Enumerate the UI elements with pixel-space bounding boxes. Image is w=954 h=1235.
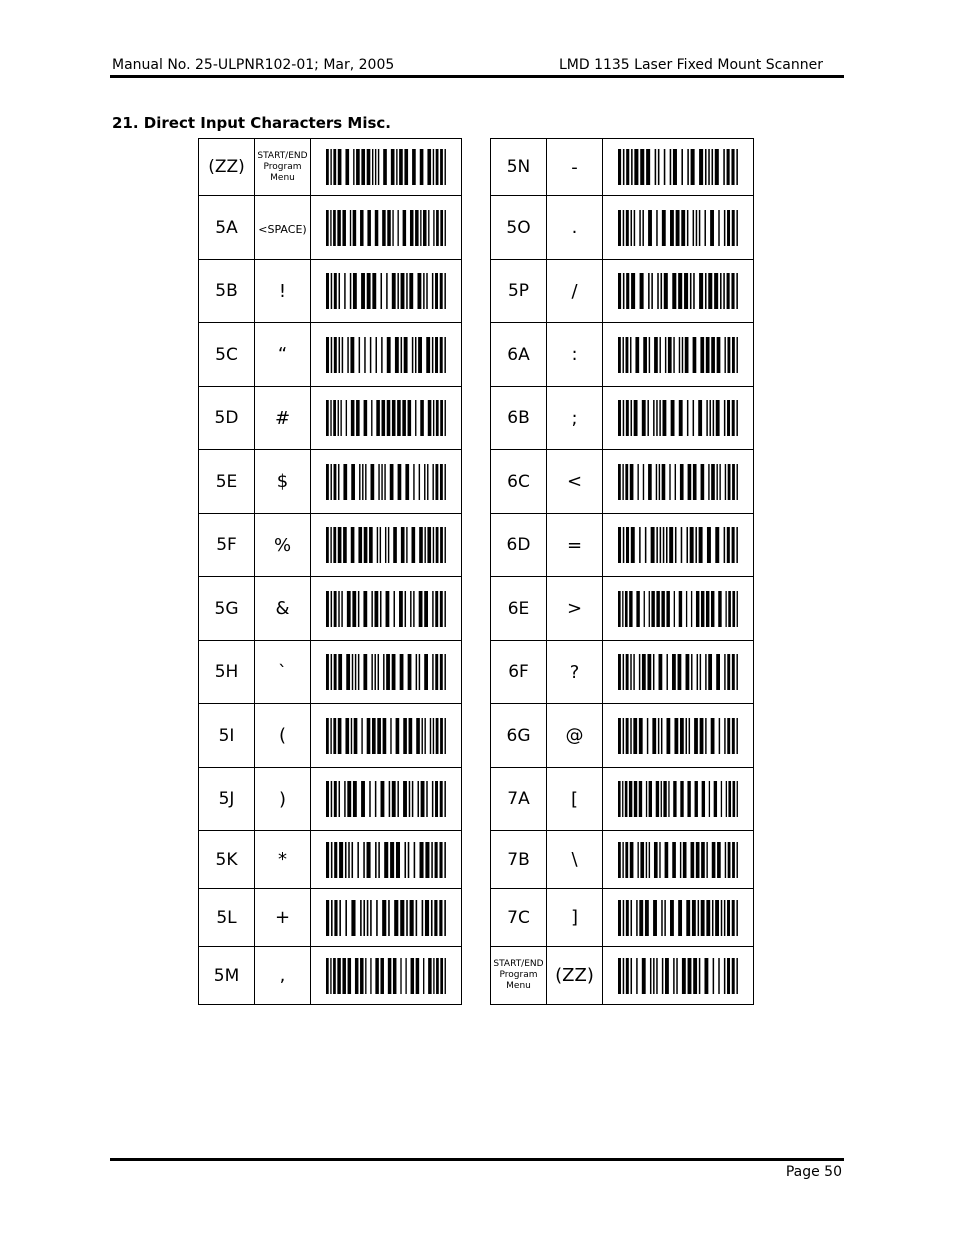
barcode-image xyxy=(618,210,738,246)
barcode-image xyxy=(326,591,446,627)
character-cell xyxy=(547,831,603,889)
barcode-image xyxy=(618,781,738,817)
code-cell xyxy=(491,323,547,387)
character-cell xyxy=(547,387,603,450)
barcode-cell xyxy=(311,768,462,831)
barcode-cell xyxy=(311,196,462,260)
barcode-image xyxy=(618,337,738,373)
barcode-image xyxy=(326,464,446,500)
character-cell xyxy=(547,641,603,704)
table-row xyxy=(491,139,754,196)
character-cell xyxy=(255,450,311,514)
barcode-image xyxy=(618,654,738,690)
cell-text: 5K xyxy=(215,849,238,870)
menu-label-line: Menu xyxy=(506,981,531,991)
cell-text: # xyxy=(274,407,291,429)
cell-text: 7A xyxy=(507,789,530,809)
barcode-image xyxy=(618,149,738,185)
barcode-image xyxy=(326,900,446,936)
code-cell xyxy=(199,387,255,450)
barcode-cell xyxy=(311,514,462,577)
menu-label-line: Menu xyxy=(270,172,295,183)
table-row xyxy=(491,889,754,947)
cell-text: < xyxy=(566,471,583,492)
barcode-cell xyxy=(603,947,754,1005)
table-row xyxy=(199,831,462,889)
table-row xyxy=(199,387,462,450)
menu-label-line: START/END xyxy=(257,150,308,161)
code-cell xyxy=(491,387,547,450)
character-cell xyxy=(255,889,311,947)
table-row xyxy=(491,260,754,323)
barcode-image xyxy=(326,527,446,563)
barcode-cell xyxy=(603,260,754,323)
character-cell xyxy=(547,514,603,577)
cell-text: 5F xyxy=(216,535,237,555)
barcode-cell xyxy=(311,641,462,704)
barcode-image xyxy=(618,842,738,878)
menu-label-line: START/END xyxy=(493,959,544,969)
barcode-image xyxy=(326,718,446,754)
code-cell xyxy=(199,704,255,768)
barcode-image xyxy=(326,842,446,878)
barcode-cell xyxy=(311,260,462,323)
cell-text: 5G xyxy=(214,598,239,619)
table-row xyxy=(491,196,754,260)
cell-text: ; xyxy=(571,407,578,429)
cell-text: 5H xyxy=(214,662,239,682)
cell-text: 5J xyxy=(218,789,235,809)
code-cell xyxy=(199,450,255,514)
barcode-cell xyxy=(603,450,754,514)
header-manual-number: Manual No. 25-ULPNR102-01; Mar, 2005 xyxy=(112,57,395,73)
header-product-name: LMD 1135 Laser Fixed Mount Scanner xyxy=(558,57,823,73)
code-cell xyxy=(199,577,255,641)
code-cell xyxy=(199,196,255,260)
character-cell xyxy=(255,387,311,450)
cell-text: ! xyxy=(278,280,287,302)
barcode-cell xyxy=(603,768,754,831)
cell-text: 5M xyxy=(213,965,240,986)
barcode-cell xyxy=(603,139,754,196)
code-cell xyxy=(199,323,255,387)
cell-text: , xyxy=(279,965,286,986)
cell-text: > xyxy=(566,598,583,619)
barcode-cell xyxy=(603,196,754,260)
code-cell xyxy=(491,260,547,323)
cell-text: & xyxy=(275,598,290,619)
barcode-cell xyxy=(311,450,462,514)
code-cell xyxy=(491,514,547,577)
barcode-cell xyxy=(603,323,754,387)
barcode-image xyxy=(618,464,738,500)
code-cell xyxy=(491,196,547,260)
table-row xyxy=(491,641,754,704)
table-row xyxy=(491,450,754,514)
barcode-image xyxy=(326,781,446,817)
barcode-image xyxy=(326,149,446,185)
header-rule xyxy=(110,75,844,78)
barcode-cell xyxy=(311,577,462,641)
character-cell xyxy=(547,768,603,831)
code-cell xyxy=(199,139,255,196)
table-row xyxy=(199,577,462,641)
table-row xyxy=(199,947,462,1005)
cell-text: ( xyxy=(278,725,287,746)
menu-label-line: Program xyxy=(499,970,538,980)
barcode-cell xyxy=(311,704,462,768)
cell-text: 5N xyxy=(506,157,531,177)
character-cell xyxy=(255,768,311,831)
barcode-cell xyxy=(603,387,754,450)
cell-text: 6C xyxy=(507,471,530,492)
cell-text: ? xyxy=(569,661,580,683)
cell-text: % xyxy=(273,534,292,556)
cell-text: 7C xyxy=(507,907,530,928)
table-row xyxy=(491,768,754,831)
cell-text: [ xyxy=(570,788,579,810)
character-cell xyxy=(547,947,603,1005)
cell-text: 5E xyxy=(215,471,238,492)
code-cell xyxy=(491,889,547,947)
cell-text: 7B xyxy=(507,849,530,870)
code-cell xyxy=(491,641,547,704)
cell-text: 5P xyxy=(507,281,530,301)
barcode-image xyxy=(326,337,446,373)
barcode-image xyxy=(618,527,738,563)
cell-text: 5A xyxy=(215,217,238,238)
barcode-image xyxy=(326,400,446,436)
cell-text: 5B xyxy=(215,281,238,301)
cell-text: ] xyxy=(570,907,579,928)
table-row xyxy=(491,947,754,1005)
table-row xyxy=(491,831,754,889)
table-row xyxy=(491,514,754,577)
character-cell xyxy=(255,196,311,260)
table-row xyxy=(199,889,462,947)
cell-text: 5C xyxy=(215,344,238,365)
barcode-table-right xyxy=(490,138,754,1005)
table-row xyxy=(199,196,462,260)
character-cell xyxy=(547,260,603,323)
table-row xyxy=(491,387,754,450)
barcode-cell xyxy=(603,704,754,768)
character-cell xyxy=(255,704,311,768)
cell-text: 5L xyxy=(216,907,237,928)
character-cell xyxy=(255,514,311,577)
barcode-cell xyxy=(603,889,754,947)
barcode-image xyxy=(618,958,738,994)
code-cell xyxy=(491,139,547,196)
footer-rule xyxy=(110,1158,844,1161)
barcode-cell xyxy=(311,323,462,387)
character-cell xyxy=(255,323,311,387)
code-cell xyxy=(491,704,547,768)
code-cell xyxy=(199,889,255,947)
code-cell xyxy=(199,641,255,704)
character-cell xyxy=(547,139,603,196)
cell-text: = xyxy=(566,534,583,556)
cell-text: 6B xyxy=(507,408,530,428)
barcode-image xyxy=(326,654,446,690)
cell-text: (ZZ) xyxy=(208,157,245,177)
cell-text: \ xyxy=(571,849,578,870)
cell-text: 6A xyxy=(507,344,530,365)
character-cell xyxy=(547,196,603,260)
table-row xyxy=(491,704,754,768)
barcode-cell xyxy=(311,889,462,947)
barcode-image xyxy=(618,591,738,627)
table-row xyxy=(199,641,462,704)
table-row xyxy=(199,260,462,323)
character-cell xyxy=(547,889,603,947)
table-row xyxy=(199,139,462,196)
barcode-image xyxy=(618,718,738,754)
barcode-table-left xyxy=(198,138,462,1005)
cell-text: : xyxy=(571,344,578,365)
character-cell xyxy=(547,704,603,768)
code-cell xyxy=(491,768,547,831)
barcode-cell xyxy=(311,947,462,1005)
cell-text: ) xyxy=(278,788,287,810)
table-row xyxy=(199,514,462,577)
cell-text: ` xyxy=(278,661,287,683)
barcode-cell xyxy=(603,641,754,704)
code-cell xyxy=(199,831,255,889)
code-cell xyxy=(491,947,547,1005)
barcode-image xyxy=(326,958,446,994)
cell-text: (ZZ) xyxy=(555,965,594,986)
table-row xyxy=(199,450,462,514)
code-cell xyxy=(199,947,255,1005)
code-cell xyxy=(491,450,547,514)
table-row xyxy=(491,323,754,387)
table-row xyxy=(491,577,754,641)
code-cell xyxy=(491,577,547,641)
cell-text: * xyxy=(278,849,287,870)
cell-text: + xyxy=(274,907,291,928)
table-row xyxy=(199,768,462,831)
barcode-cell xyxy=(603,577,754,641)
character-cell xyxy=(547,577,603,641)
cell-text: 6D xyxy=(506,535,531,555)
cell-text: 5O xyxy=(506,217,531,238)
character-cell xyxy=(547,323,603,387)
cell-text: 6F xyxy=(508,662,529,682)
barcode-image xyxy=(618,273,738,309)
character-cell xyxy=(255,831,311,889)
character-cell xyxy=(255,260,311,323)
barcode-cell xyxy=(311,387,462,450)
cell-text: . xyxy=(571,217,578,238)
code-cell xyxy=(199,514,255,577)
cell-text: 5D xyxy=(214,408,239,428)
barcode-cell xyxy=(603,514,754,577)
table-row xyxy=(199,323,462,387)
barcode-image xyxy=(326,210,446,246)
cell-text: <SPACE) xyxy=(258,223,307,236)
cell-text: $ xyxy=(276,471,289,492)
page-number: Page 50 xyxy=(785,1164,842,1180)
cell-text: 5I xyxy=(218,725,235,746)
cell-text: / xyxy=(571,280,578,302)
section-title: 21. Direct Input Characters Misc. xyxy=(112,114,392,132)
barcode-image xyxy=(618,900,738,936)
cell-text: 6E xyxy=(507,598,530,619)
cell-text: - xyxy=(571,156,578,178)
character-cell xyxy=(255,641,311,704)
table-row xyxy=(199,704,462,768)
barcode-image xyxy=(618,400,738,436)
menu-label-line: Program xyxy=(263,161,302,172)
code-cell xyxy=(491,831,547,889)
barcode-cell xyxy=(603,831,754,889)
character-cell xyxy=(547,450,603,514)
cell-text: @ xyxy=(565,725,584,746)
cell-text: 6G xyxy=(506,725,531,746)
barcode-image xyxy=(326,273,446,309)
character-cell xyxy=(255,577,311,641)
code-cell xyxy=(199,768,255,831)
cell-text: “ xyxy=(277,344,288,365)
code-cell xyxy=(199,260,255,323)
barcode-cell xyxy=(311,831,462,889)
barcode-cell xyxy=(311,139,462,196)
character-cell xyxy=(255,947,311,1005)
character-cell xyxy=(255,139,311,196)
